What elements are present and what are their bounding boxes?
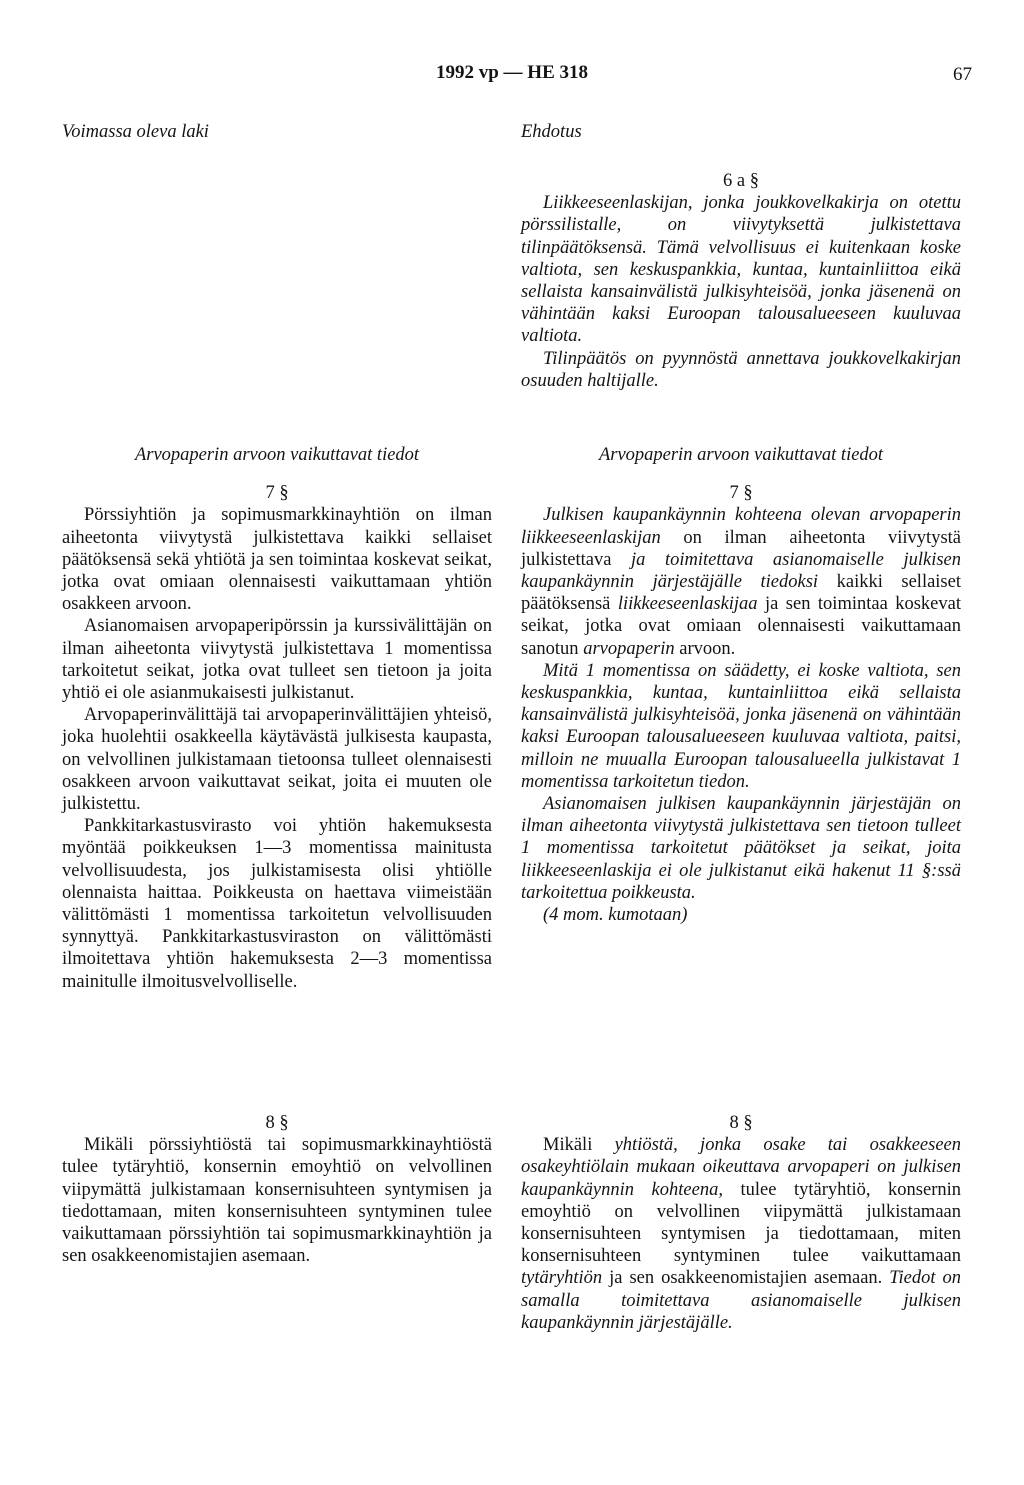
left-section-8 [62,1112,492,1267]
left-section-7-paragraph-2: Asianomaisen arvopaperipörssin ja kurssivälittäjän on ilman aiheetonta viivytystä julkistettava 1 momentissa tarkoitetut seikat, jotka ovat tulleet sen tietoon ja joita yhtiö ei ole asianmukaisesti julkistanut. [62,616,492,704]
right-section-8-title: 8 § [729,1113,753,1133]
left-section-7 [62,444,492,993]
left-section-7-paragraph-3: Arvopaperinvälittäjä tai arvopaperinvälittäjien yhteisö, joka huolehtii osakkeella käytävästä julkisesta kaupasta, on velvollinen julkistamaan tietoonsa tulleet olennaisesti osakkeen arvoon vaikuttavat seikat, joita ei muuten ole julkistettu. [62,705,492,815]
page-number: 67 [953,64,972,85]
left-section-8-title: 8 § [265,1113,289,1133]
section-6a-paragraph-1: Liikkeeseenlaskijan, jonka joukkovelkakirja on otettu pörssilistalle, on viivytyksettä julkistettava tilinpäätöksensä. Tämä velvollisuus ei kuitenkaan koske valtiota, sen keskuspankkia, kuntaa, kuntainliittoa eikä sellaista kansainvälistä julkisyhteisöä, jonka jäsenenä on vähintään kaksi Euroopan talousalueeseen kuuluvaa valtiota. [521,193,961,347]
right-section-8-paragraph-1: Mikäli yhtiöstä, jonka osake tai osakkeeseen osakeyhtiölain mukaan oikeuttava arvopaperi on julkisen kaupankäynnin kohteena, tulee tytäryhtiö, konsernin emoyhtiö on velvollinen viipymättä julkistamaan konsernisuhteen syntymisen ja tiedottamaan, miten konsernisuhteen syntyminen tulee vaikuttamaan tytäryhtiön ja sen osakkeenomistajien asemaan. Tiedot on samalla toimitettava asianomaiselle julkisen kaupankäynnin järjestäjälle. [521,1135,961,1333]
right-section-7-paragraph-3: Asianomaisen julkisen kaupankäynnin järjestäjän on ilman aiheetonta viivytystä julkistettava sen tietoon tulleet 1 momentissa tarkoitetut päätökset ja seikat, joita liikkeeseenlaskija ei ole julkistanut eikä hakenut 11 §:ssä tarkoitettua poikkeusta. [521,794,961,903]
right-section-8 [521,1112,961,1334]
left-section-7-heading: Arvopaperin arvoon vaikuttavat tiedot [134,445,420,465]
section-6a-paragraph-2: Tilinpäätös on pyynnöstä annettava joukkovelkakirjan osuuden haltijalle. [521,348,961,391]
right-section-6a [521,170,961,392]
left-section-7-title: 7 § [265,483,289,504]
right-section-7-paragraph-1: Julkisen kaupankäynnin kohteena olevan arvopaperin liikkeeseenlaskijan on ilman aiheetonta viivytystä julkistettava ja toimitettava asianomaiselle julkisen kaupankäynnin järjestäjälle tiedoksi kaikki sellaiset päätöksensä liikkeeseenlaskijaa ja sen toimintaa koskevat seikat, jotka ovat omiaan olennaisesti vaikuttamaan sanotun arvopaperin arvoon. [521,505,961,659]
left-section-7-paragraph-4: Pankkitarkastusvirasto voi yhtiön hakemuksesta myöntää poikkeuksen 1—3 momentissa mainitusta velvollisuudesta, jos julkistamisesta olisi yhtiölle olennaista haittaa. Poikkeusta on haettava viimeistään välittömästi 1 momentissa tarkoitetun velvollisuuden synnyttyä. Pankkitarkastusviraston on välittömästi ilmoitettava yhtiön hakemuksesta 2—3 momentissa mainitulle ilmoitusvelvolliselle. [62,816,492,992]
page-header-center: 1992 vp — HE 318 [435,62,589,83]
right-section-7-paragraph-4: (4 mom. kumotaan) [543,905,688,926]
section-6a-title: 6 a § [723,171,759,191]
right-section-7-heading: Arvopaperin arvoon vaikuttavat tiedot [598,445,884,465]
right-section-7-paragraph-2: Mitä 1 momentissa on säädetty, ei koske valtiota, sen keskuspankkia, kuntaa, kuntainliittoa eikä sellaista kansainvälistä julkisyhteisöä, jonka jäsenenä on vähintään kaksi Euroopan talousalueeseen kuuluvaa valtiota, paitsi, milloin ne muualla Euroopan talousalueella julkistavat 1 momentissa tarkoitetun tiedon. [521,660,961,792]
right-column-title: Ehdotus [521,122,582,142]
left-section-7-paragraph-1: Pörssiyhtiön ja sopimusmarkkinayhtiön on ilman aiheetonta viivytystä julkistettava kaikki sellaiset päätöksensä sekä yhtiötä ja sen toimintaa koskevat seikat, jotka ovat omiaan olennaisesti vaikuttamaan yhtiön osakkeen arvoon. [62,505,492,615]
right-section-7 [521,444,961,926]
right-section-7-title: 7 § [729,483,753,504]
left-column-title: Voimassa oleva laki [62,122,209,142]
left-section-8-paragraph-1: Mikäli pörssiyhtiöstä tai sopimusmarkkinayhtiöstä tulee tytäryhtiö, konsernin emoyhtiö on velvollinen viipymättä julkistamaan konsernisuhteen syntymisen ja tiedottamaan, miten konsernisuhteen syntyminen tulee vaikuttamaan pörssiyhtiön tai sopimusmarkkinayhtiön ja sen osakkeenomistajien asemaan. [62,1135,492,1267]
